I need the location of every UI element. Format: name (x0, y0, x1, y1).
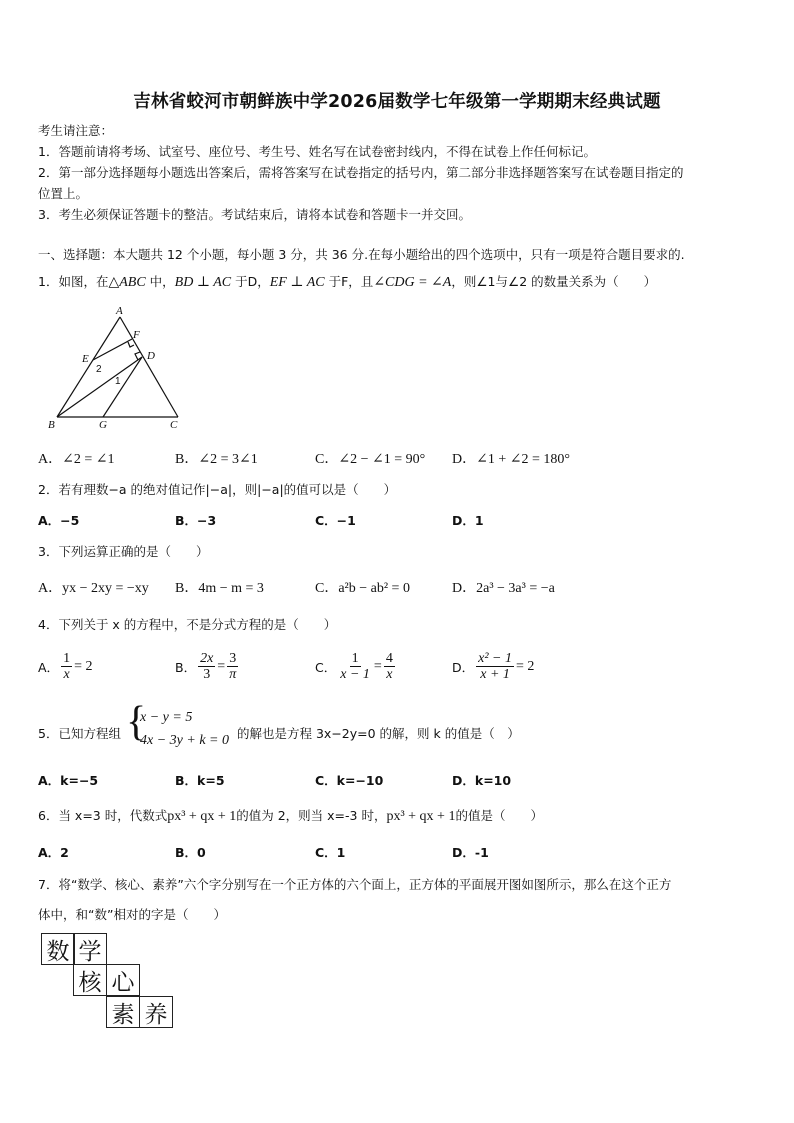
net-cell: 心 (106, 964, 140, 996)
q5-equation-2: 4x − 3y + k = 0 (140, 733, 229, 748)
q4-option-c[interactable]: C． $\frac{1}{x - 1}$ = $\frac{4}{x}$ (315, 651, 393, 682)
angle-2-label: 2 (96, 364, 102, 375)
q1-option-a[interactable]: A．∠2 = ∠1 (38, 452, 115, 467)
q2-option-c[interactable]: C．−1 (315, 513, 356, 528)
notice-item: 3．考生必须保证答题卡的整洁。考试结束后，请将本试卷和答题卡一并交回。 (38, 207, 471, 222)
q5-option-d[interactable]: D．k=10 (452, 773, 512, 788)
label-e: E (82, 353, 89, 365)
q2-option-b[interactable]: B．−3 (175, 513, 217, 528)
question-2-stem: 2．若有理数−a 的绝对值记作|−a|，则|−a|的值可以是（ ） (38, 482, 397, 497)
q1-option-b[interactable]: B．∠2 = 3∠1 (175, 452, 258, 467)
triangle-figure (44, 302, 194, 432)
label-d: D (147, 350, 155, 362)
net-cell: 核 (73, 964, 107, 996)
net-cell: 养 (139, 996, 173, 1028)
q4-option-a[interactable]: A． $\frac{1}{x}$ = 2 (38, 651, 93, 682)
angle-1-label: 1 (115, 376, 121, 387)
q4-option-b[interactable]: B． $\frac{2x}{3}$ = $\frac{3}{\pi}$ (175, 651, 237, 682)
q6-option-c[interactable]: C．1 (315, 845, 346, 860)
question-5-stem-b: 的解也是方程 3x−2y=0 的解，则 k 的值是（ ） (237, 726, 520, 741)
q6-option-a[interactable]: A．2 (38, 845, 69, 860)
q3-option-c[interactable]: C．a²b − ab² = 0 (315, 581, 410, 596)
q6-option-b[interactable]: B．0 (175, 845, 206, 860)
system-brace: { (126, 699, 147, 745)
notice-item: 1．答题前请将考场、试室号、座位号、考生号、姓名写在试卷密封线内，不得在试卷上作任何标记。 (38, 144, 596, 159)
q4-option-d[interactable]: D． $\frac{\text{x² − 1}}{x + 1}$ = 2 (452, 651, 535, 682)
notice-item: 2．第一部分选择题每小题选出答案后，需将答案写在试卷指定的括号内，第二部分非选择题答案写在试卷题目指定的 (38, 165, 684, 180)
question-5-stem-a: 5．已知方程组 (38, 726, 121, 741)
label-b: B (48, 419, 55, 431)
q6-option-d[interactable]: D．-1 (452, 845, 489, 860)
label-f: F (133, 329, 140, 341)
q5-option-c[interactable]: C．k=−10 (315, 773, 384, 788)
q1-condition-2: EF ⊥ AC (269, 275, 325, 290)
question-4-stem: 4．下列关于 x 的方程中，不是分式方程的是（ ） (38, 617, 337, 632)
q2-option-a[interactable]: A．−5 (38, 513, 80, 528)
question-7-stem: 体中，和“数”相对的字是（ ） (38, 907, 226, 922)
question-3-stem: 3．下列运算正确的是（ ） (38, 544, 209, 559)
q3-option-d[interactable]: D．2a³ − 3a³ = −a (452, 581, 555, 596)
section-heading: 一、选择题：本大题共 12 个小题，每小题 3 分，共 36 分.在每小题给出的四个选项中，只有一项是符合题目要求的. (38, 247, 685, 262)
q2-option-d[interactable]: D．1 (452, 513, 484, 528)
q6-expression: px³ + qx + 1 (167, 809, 237, 824)
question-1-stem: 1．如图，在△ABC 中，BD ⊥ AC 于D，EF ⊥ AC 于F，且∠CDG = ∠A，则∠1与∠2 的数量关系为（ ） (38, 274, 657, 290)
q1-triangle: △ABC (108, 275, 146, 290)
q3-option-b[interactable]: B．4m − m = 3 (175, 581, 264, 596)
page-title: 吉林省蛟河市朝鲜族中学2026届数学七年级第一学期期末经典试题 (133, 92, 661, 112)
q6-expression: px³ + qx + 1 (386, 809, 456, 824)
notice-heading: 考生请注意： (38, 123, 114, 138)
q1-text: 1．如图，在 (38, 274, 109, 289)
label-g: G (99, 419, 107, 431)
q1-condition-1: BD ⊥ AC (174, 275, 232, 290)
label-c: C (170, 419, 178, 431)
net-cell: 学 (73, 933, 107, 965)
q5-equation-1: x − y = 5 (140, 710, 193, 725)
net-cell: 数 (41, 933, 75, 965)
net-cell: 素 (106, 996, 140, 1028)
q1-option-c[interactable]: C．∠2 − ∠1 = 90° (315, 452, 426, 467)
q3-option-a[interactable]: A．yx − 2xy = −xy (38, 581, 149, 596)
notice-item: 位置上。 (38, 186, 89, 201)
q5-option-a[interactable]: A．k=−5 (38, 773, 99, 788)
question-6-stem: 6．当 x=3 时，代数式px³ + qx + 1的值为 2，则当 x=-3 时，px³ + qx + 1的值是（ ） (38, 808, 543, 824)
label-a: A (116, 305, 123, 317)
q1-option-d[interactable]: D．∠1 + ∠2 = 180° (452, 452, 570, 467)
q5-option-b[interactable]: B．k=5 (175, 773, 225, 788)
q1-condition-3: ∠CDG = ∠A (373, 275, 452, 290)
question-7-stem: 7．将“数学、核心、素养”六个字分别写在一个正方体的六个面上，正方体的平面展开图如图所示，那么在这个正方 (38, 877, 672, 892)
